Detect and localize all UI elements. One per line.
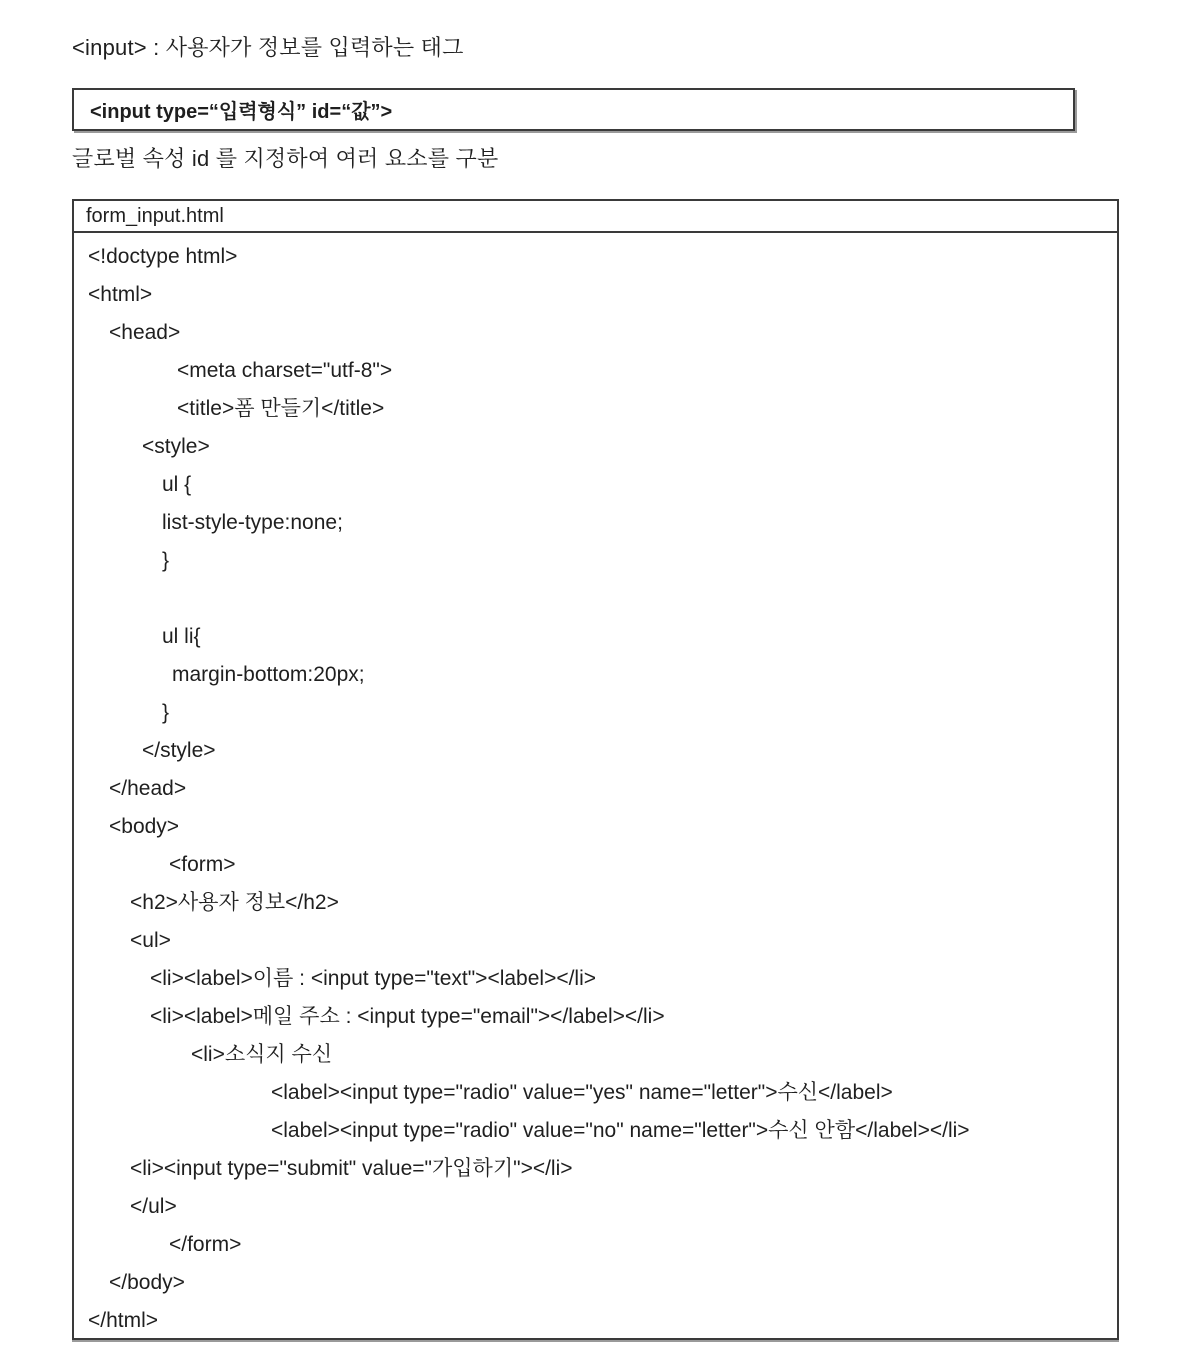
code-line: <li><label>메일 주소 : <input type="email"></label></li>	[150, 1005, 665, 1028]
code-line: <!doctype html>	[88, 245, 238, 268]
code-line: list-style-type:none;	[162, 511, 343, 534]
code-panel	[72, 199, 1119, 1340]
code-line: <html>	[88, 283, 153, 306]
code-line: }	[162, 549, 170, 572]
code-filename: form_input.html	[74, 201, 1117, 233]
code-line: </style>	[142, 739, 216, 762]
code-line: <style>	[142, 435, 210, 458]
code-line: <label><input type="radio" value="no" name="letter">수신 안함</label></li>	[271, 1119, 970, 1142]
code-line: }	[162, 701, 170, 724]
code-line: </head>	[109, 777, 187, 800]
code-line: <li>소식지 수신	[191, 1043, 333, 1066]
code-body	[74, 233, 1117, 1340]
code-line: <body>	[109, 815, 180, 838]
code-line: </form>	[169, 1233, 242, 1256]
description-text: 글로벌 속성 id 를 지정하여 여러 요소를 구분	[72, 146, 499, 171]
code-line: <ul>	[130, 929, 171, 952]
code-line	[74, 580, 1117, 618]
code-line: </ul>	[130, 1195, 177, 1218]
code-line: </body>	[109, 1271, 185, 1294]
code-line: <meta charset="utf-8">	[177, 359, 393, 382]
code-line: </html>	[88, 1309, 159, 1332]
code-line: <li><input type="submit" value="가입하기"></li>	[130, 1157, 573, 1180]
code-line: <label><input type="radio" value="yes" name="letter">수신</label>	[271, 1081, 893, 1104]
syntax-box	[72, 88, 1075, 131]
code-line: <form>	[169, 853, 236, 876]
code-line: ul {	[162, 473, 192, 496]
intro-text: <input> : 사용자가 정보를 입력하는 태그	[72, 35, 464, 60]
code-line: <li><label>이름 : <input type="text"><label></li>	[150, 967, 597, 990]
code-line: <h2>사용자 정보</h2>	[130, 891, 339, 914]
code-line: ul li{	[162, 625, 201, 648]
syntax-code: <input type=“입력형식” id=“값”>	[90, 101, 393, 123]
code-line: <title>폼 만들기</title>	[177, 397, 385, 420]
code-line: margin-bottom:20px;	[172, 663, 365, 686]
code-line: <head>	[109, 321, 181, 344]
